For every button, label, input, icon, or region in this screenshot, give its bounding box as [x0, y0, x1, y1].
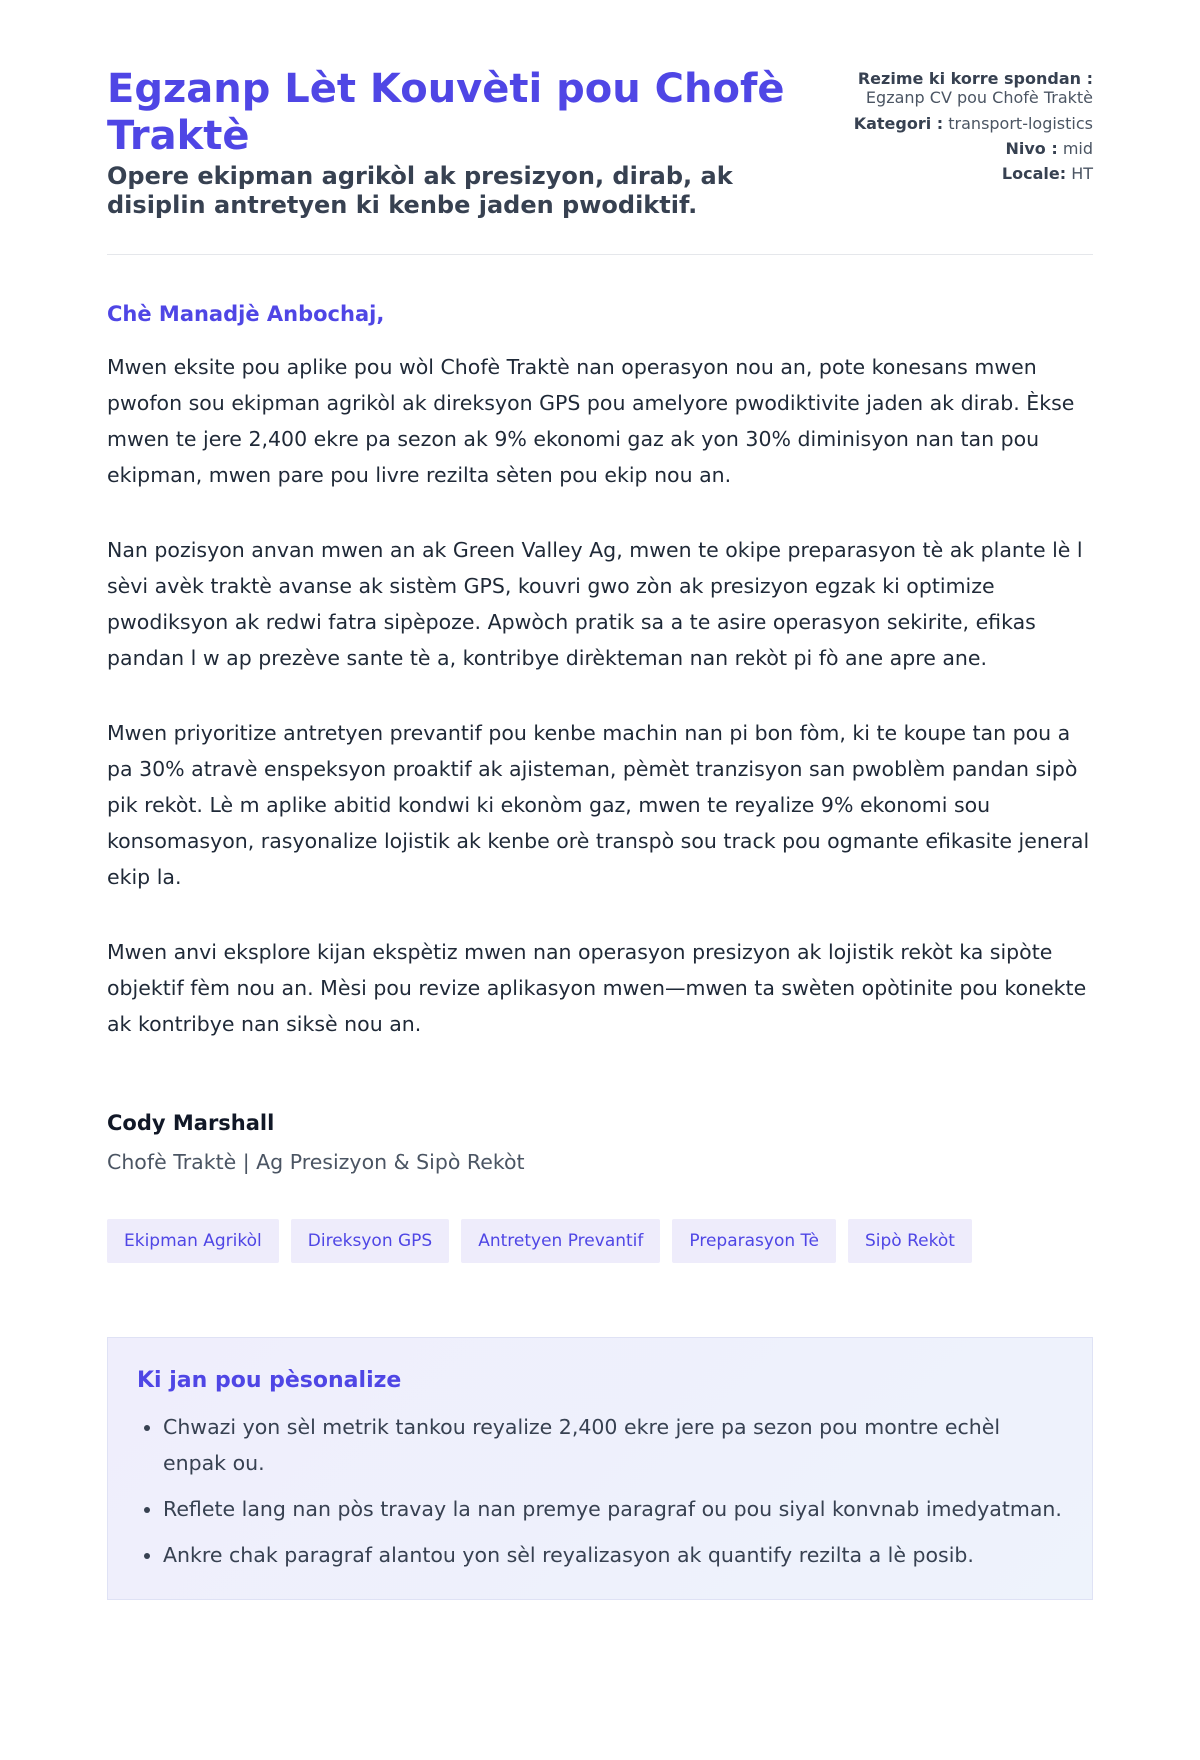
meta-locale [854, 161, 1093, 186]
meta-resume-label: Rezime ki korre spondan : [857, 69, 1093, 88]
page-subtitle: Opere ekipman agrikòl ak presizyon, dirab, ak disiplin antretyen ki kenbe jaden pwodiktif. [107, 162, 733, 219]
meta-category-value: transport-logistics [948, 114, 1093, 133]
skill-tags [107, 1219, 1093, 1263]
header-title-block [107, 66, 807, 220]
letter-body [107, 349, 1093, 1042]
skill-tag[interactable]: Direksyon GPS [291, 1219, 449, 1263]
page-title: Egzanp Lèt Kouvèti pou Chofè Traktè [107, 66, 785, 159]
signature-role: Chofè Traktè | Ag Presizyon & Sipò Rekòt [107, 1150, 525, 1174]
document-meta [854, 66, 1093, 186]
skill-tag[interactable]: Sipò Rekòt [848, 1219, 972, 1263]
tip-item: • Chwazi yon sèl metrik tankou reyalize 2,400 ekre jere pa sezon pou montre echèl enpak ou. [163, 1409, 1063, 1481]
meta-locale-value: HT [1071, 164, 1093, 183]
skill-tag[interactable]: Preparasyon Tè [672, 1219, 836, 1263]
tips-list [137, 1409, 1063, 1573]
meta-category [854, 111, 1093, 136]
signature-name: Cody Marshall [107, 1111, 275, 1135]
skill-tag[interactable]: Antretyen Prevantif [461, 1219, 660, 1263]
skill-tag[interactable]: Ekipman Agrikòl [107, 1219, 279, 1263]
tip-item: • Reflete lang nan pòs travay la nan premye paragraf ou pou siyal konvnab imedyatman. [163, 1491, 1063, 1527]
meta-level-value: mid [1062, 139, 1093, 158]
tips-title: Ki jan pou pèsonalize [137, 1368, 402, 1393]
meta-level [854, 136, 1093, 161]
document-header [107, 66, 1093, 255]
customization-tips-box [107, 1337, 1093, 1600]
letter-paragraph: Nan pozisyon anvan mwen an ak Green Valley Ag, mwen te okipe preparasyon tè ak plante lè l sèvi avèk traktè avanse ak sistèm GPS, kouvri gwo zòn ak presizyon egzak ki optimize pwodiksyon ak redwi fatra sipèpoze. Apwòch pratik sa a te asire operasyon sekirite, efikas pandan l w ap prezève sante tè a, kontribye dirèkteman nan rekòt pi fò ane apre ane. [107, 538, 1083, 670]
meta-resume-value-line [854, 89, 1093, 107]
cover-letter-page [107, 66, 1093, 1600]
letter-paragraph: Mwen eksite pou aplike pou wòl Chofè Traktè nan operasyon nou an, pote konesans mwen pwofon sou ekipman agrikòl ak direksyon GPS pou amelyore pwodiktivite jaden ak dirab. Èkse mwen te jere 2,400 ekre pa sezon ak 9% ekonomi gaz ak yon 30% diminisyon nan tan pou ekipman, mwen pare pou livre rezilta sèten pou ekip nou an. [107, 355, 1075, 487]
meta-category-label: Kategori : [853, 114, 944, 133]
letter-paragraph: Mwen anvi eksplore kijan ekspètiz mwen nan operasyon presizyon ak lojistik rekòt ka sipòte objektif fèm nou an. Mèsi pou revize aplikasyon mwen—mwen ta swèten opòtinite pou konekte ak kontribye nan siksè nou an. [107, 940, 1087, 1036]
tip-item: • Ankre chak paragraf alantou yon sèl reyalizasyon ak quantify rezilta a lè posib. [163, 1537, 1063, 1573]
meta-level-label: Nivo : [1005, 139, 1058, 158]
letter-paragraph: Mwen priyoritize antretyen prevantif pou kenbe machin nan pi bon fòm, ki te koupe tan pou a pa 30% atravè enspeksyon proaktif ak ajisteman, pèmèt tranzisyon san pwoblèm pandan sipò pik rekòt. Lè m aplike abitid kondwi ki ekonòm gaz, mwen te reyalize 9% ekonomi sou konsomasyon, rasyonalize lojistik ak kenbe orè transpò sou track pou ogmante efikasite jeneral ekip la. [107, 721, 1090, 889]
meta-locale-label: Locale: [1001, 164, 1067, 183]
meta-resume-value[interactable]: Egzanp CV pou Chofè Traktè [865, 88, 1093, 107]
letter-salutation: Chè Manadjè Anbochaj, [107, 302, 385, 326]
signature-block [107, 1111, 1093, 1174]
